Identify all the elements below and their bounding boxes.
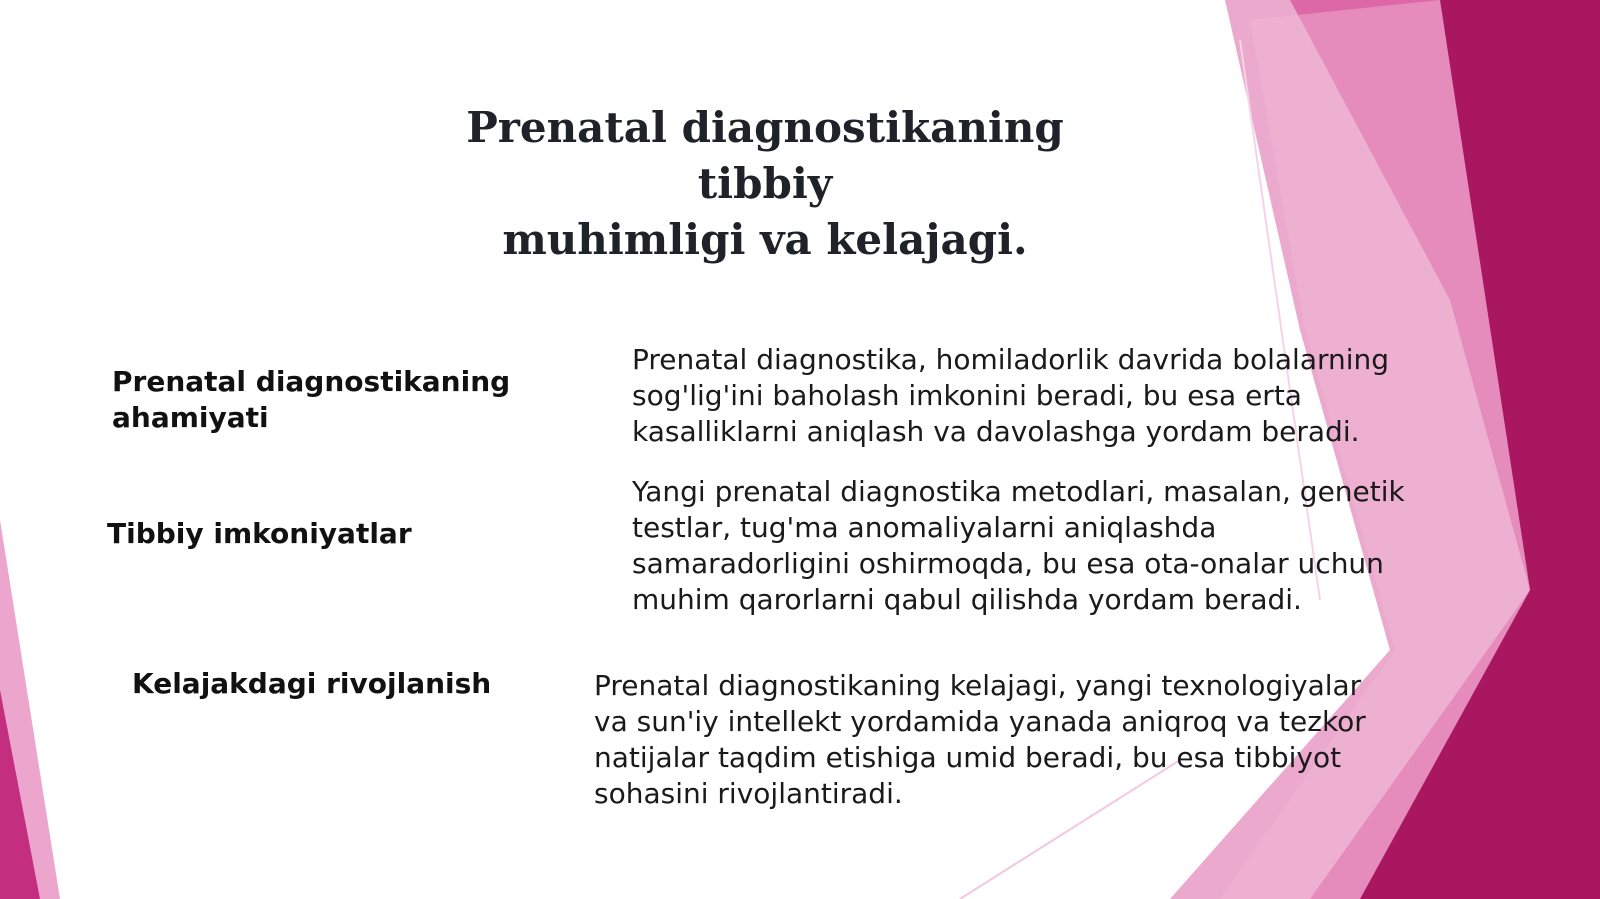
description-line: samaradorligini oshirmoqda, bu esa ota-onalar uchun bbox=[632, 547, 1384, 580]
row-description-imkoniyatlar bbox=[632, 474, 1405, 618]
description-line: Yangi prenatal diagnostika metodlari, masalan, genetik bbox=[632, 475, 1405, 508]
description-line: sog'lig'ini baholash imkonini beradi, bu esa erta bbox=[632, 379, 1302, 412]
row-label-imkoniyatlar bbox=[107, 516, 412, 552]
description-line: va sun'iy intellekt yordamida yanada aniqroq va tezkor bbox=[594, 705, 1366, 738]
row-label-line: Kelajakdagi rivojlanish bbox=[132, 667, 492, 700]
row-label-line: ahamiyati bbox=[112, 401, 269, 434]
description-line: sohasini rivojlantiradi. bbox=[594, 777, 903, 810]
description-line: Prenatal diagnostika, homiladorlik davrida bolalarning bbox=[632, 343, 1390, 376]
row-description-rivojlanish bbox=[594, 668, 1366, 812]
description-line: natijalar taqdim etishiga umid beradi, bu esa tibbiyot bbox=[594, 741, 1342, 774]
description-line: testlar, tug'ma anomaliyalarni aniqlashda bbox=[632, 511, 1217, 544]
row-label-line: Prenatal diagnostikaning bbox=[112, 365, 511, 398]
slide-title-line: Prenatal diagnostikaning tibbiy bbox=[466, 103, 1064, 208]
description-line: Prenatal diagnostikaning kelajagi, yangi texnologiyalar bbox=[594, 669, 1362, 702]
description-line: kasalliklarni aniqlash va davolashga yordam beradi. bbox=[632, 415, 1360, 448]
slide-title-line: muhimligi va kelajagi. bbox=[502, 215, 1028, 264]
row-label-ahamiyati bbox=[112, 364, 510, 436]
row-description-ahamiyati bbox=[632, 342, 1389, 450]
slide-title bbox=[415, 100, 1115, 268]
description-line: muhim qarorlarni qabul qilishda yordam beradi. bbox=[632, 583, 1302, 616]
row-label-line: Tibbiy imkoniyatlar bbox=[107, 517, 412, 550]
row-label-rivojlanish bbox=[132, 666, 491, 702]
